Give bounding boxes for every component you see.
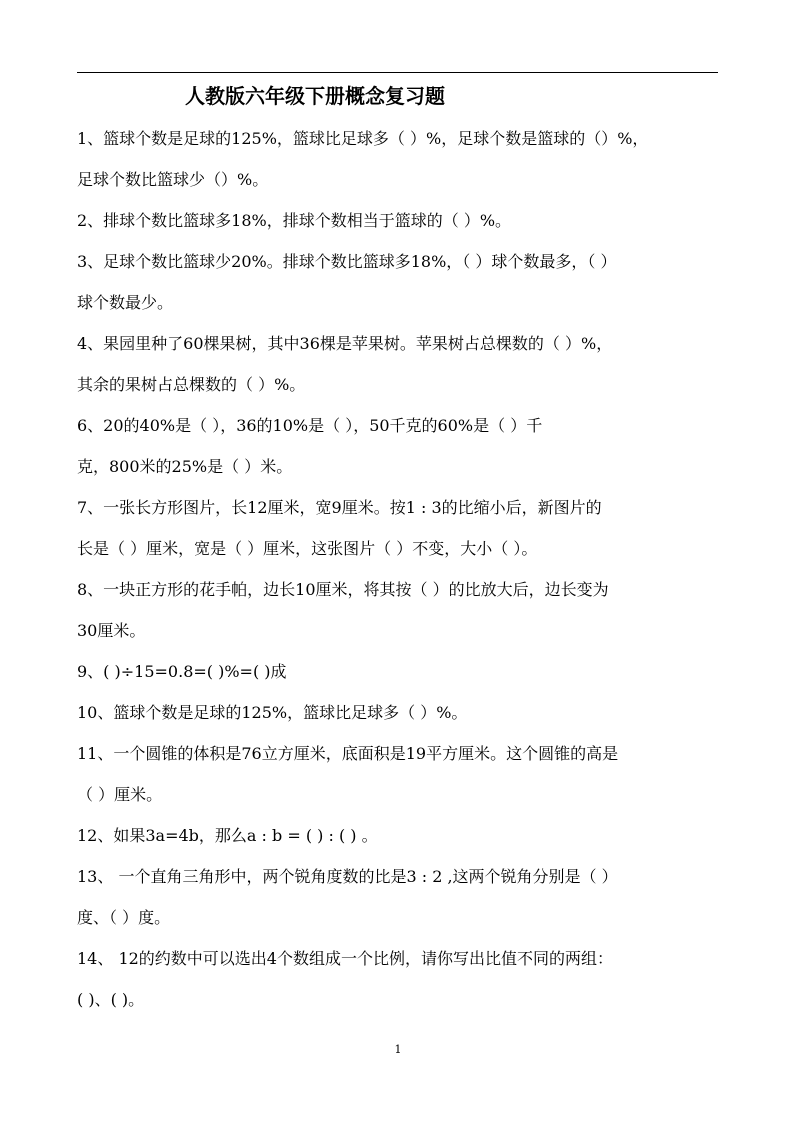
question-7-line-2: 长是（ ）厘米，宽是（ ）厘米，这张图片（ ）不变，大小（ ）。	[77, 539, 538, 558]
question-8-line-1: 8、一块正方形的花手帕，边长10厘米，将其按（ ）的比放大后，边长变为	[77, 580, 609, 599]
question-14-line-2: ( )、( )。	[77, 990, 145, 1009]
question-13-line-1: 13、 一个直角三角形中，两个锐角度数的比是3 : 2 ,这两个锐角分别是（ ）	[77, 867, 618, 886]
question-4-line-1: 4、果园里种了60棵果树，其中36棵是苹果树。苹果树占总棵数的（ ）%，	[77, 334, 613, 353]
question-12: 12、如果3a=4b，那么a : b = ( ) : ( ) 。	[77, 826, 378, 845]
header-rule	[77, 72, 718, 73]
question-3-line-2: 球个数最少。	[77, 293, 174, 312]
question-8-line-2: 30厘米。	[77, 621, 146, 640]
question-2: 2、排球个数比篮球多18%，排球个数相当于篮球的（ ）%。	[77, 211, 512, 230]
question-7-line-1: 7、一张长方形图片，长12厘米，宽9厘米。按1 : 3的比缩小后，新图片的	[77, 498, 602, 517]
question-14-line-1: 14、 12的约数中可以选出4个数组成一个比例，请你写出比值不同的两组：	[77, 949, 613, 968]
question-1-line-2: 足球个数比篮球少（）%。	[77, 170, 269, 189]
question-11-line-2: （ ）厘米。	[77, 785, 163, 804]
page-number: 1	[394, 1043, 402, 1056]
question-4-line-2: 其余的果树占总棵数的（ ）%。	[77, 375, 306, 394]
page-title: 人教版六年级下册概念复习题	[185, 84, 445, 108]
question-13-line-2: 度、（ ）度。	[77, 908, 171, 927]
question-1-line-1: 1、篮球个数是足球的125%，篮球比足球多（ ）%，足球个数是篮球的（）%，	[77, 129, 649, 148]
question-11-line-1: 11、一个圆锥的体积是76立方厘米，底面积是19平方厘米。这个圆锥的高是	[77, 744, 619, 763]
question-6-line-1: 6、20的40%是（ ），36的10%是（ ），50千克的60%是（ ）千	[77, 416, 543, 435]
question-6-line-2: 克，800米的25%是（ ）米。	[77, 457, 293, 476]
question-list	[77, 118, 719, 1020]
question-10: 10、篮球个数是足球的125%，篮球比足球多（ ）%。	[77, 703, 468, 722]
question-9: 9、( )÷15=0.8=( )%=( )成	[77, 662, 287, 681]
question-3-line-1: 3、足球个数比篮球少20%。排球个数比篮球多18%，（ ）球个数最多，（ ）	[77, 252, 617, 271]
